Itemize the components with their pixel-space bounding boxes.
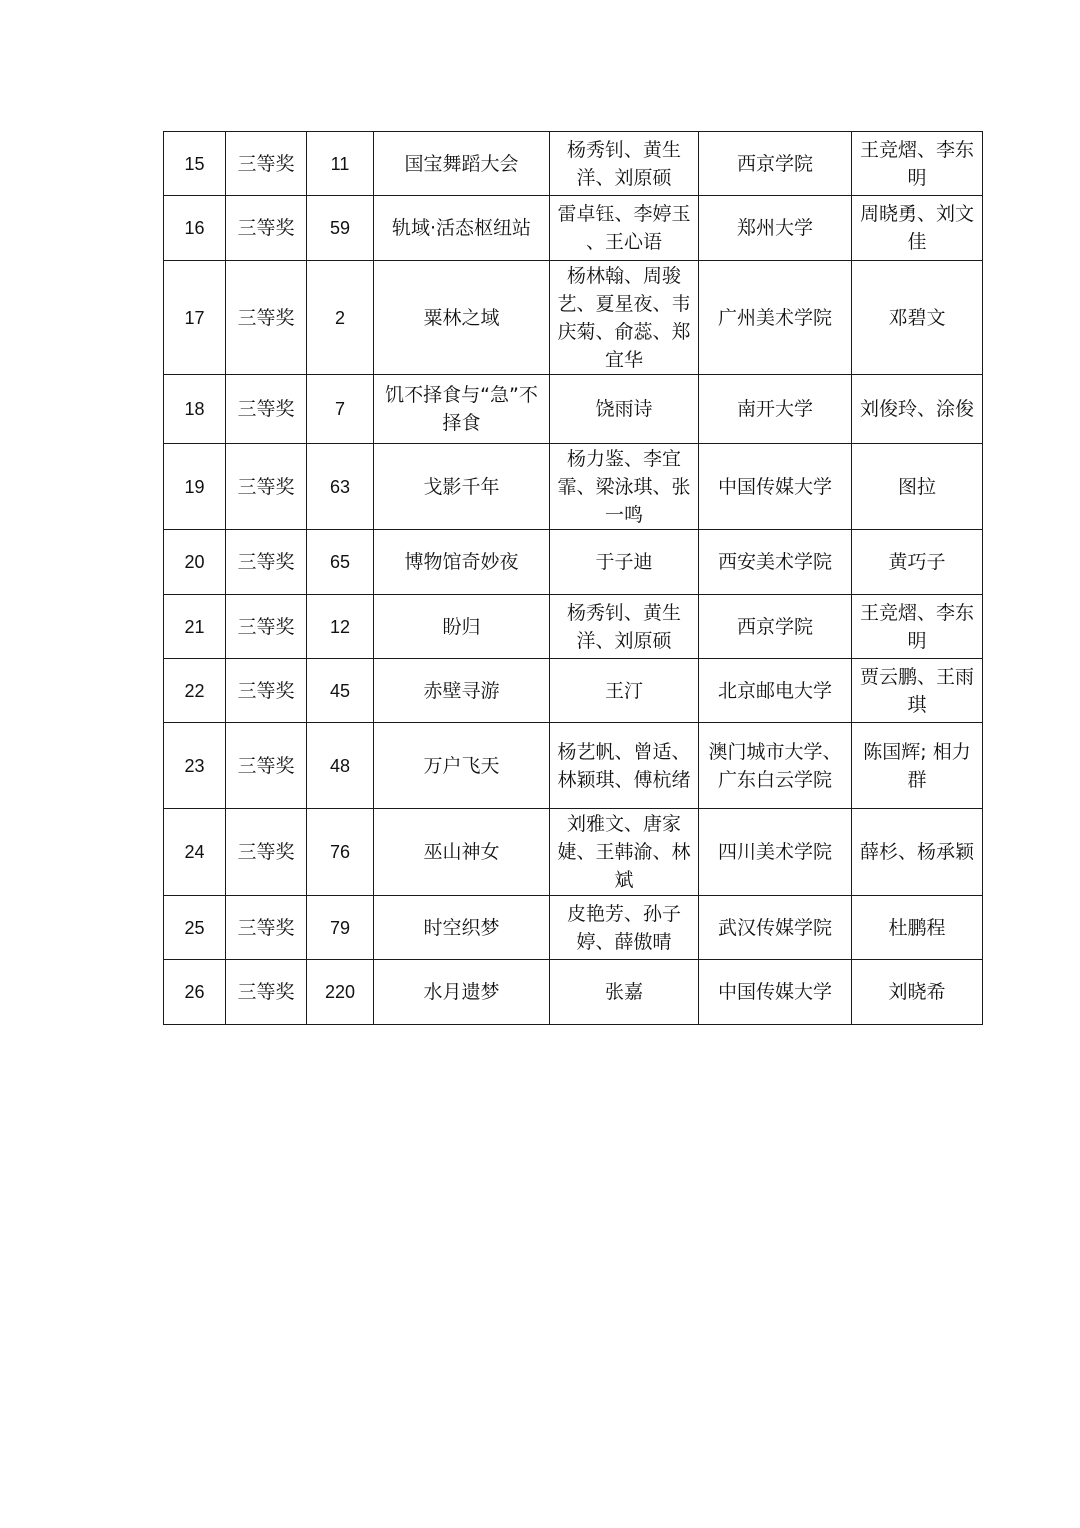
- award-cell: 三等奖: [226, 723, 307, 809]
- table-row: [164, 444, 983, 530]
- entry-id-cell: 11: [307, 132, 374, 196]
- award-cell: 三等奖: [226, 659, 307, 723]
- rank-cell: 17: [164, 261, 226, 375]
- rank-cell: 23: [164, 723, 226, 809]
- title-cell: 轨域·活态枢纽站: [374, 196, 550, 261]
- authors-cell: 杨艺帆、曾适、林颖琪、傅杭绪: [550, 723, 699, 809]
- entry-id-cell: 7: [307, 375, 374, 444]
- rank-cell: 25: [164, 896, 226, 960]
- school-cell: 北京邮电大学: [699, 659, 852, 723]
- table-row: [164, 375, 983, 444]
- table-row: [164, 261, 983, 375]
- entry-id-cell: 79: [307, 896, 374, 960]
- tutor-cell: 贾云鹏、王雨琪: [852, 659, 983, 723]
- title-cell: 饥不择食与“急”不择食: [374, 375, 550, 444]
- title-cell: 巫山神女: [374, 809, 550, 896]
- entry-id-cell: 48: [307, 723, 374, 809]
- tutor-cell: 刘晓希: [852, 960, 983, 1025]
- table-row: [164, 659, 983, 723]
- title-cell: 粟林之域: [374, 261, 550, 375]
- authors-cell: 于子迪: [550, 530, 699, 595]
- entry-id-cell: 220: [307, 960, 374, 1025]
- title-cell: 国宝舞蹈大会: [374, 132, 550, 196]
- table-row: [164, 723, 983, 809]
- table-body: [164, 132, 983, 1025]
- school-cell: 西安美术学院: [699, 530, 852, 595]
- authors-cell: 张嘉: [550, 960, 699, 1025]
- table-row: [164, 896, 983, 960]
- table-row: [164, 809, 983, 896]
- school-cell: 四川美术学院: [699, 809, 852, 896]
- table-row: [164, 530, 983, 595]
- rank-cell: 26: [164, 960, 226, 1025]
- tutor-cell: 刘俊玲、涂俊: [852, 375, 983, 444]
- table-row: [164, 595, 983, 659]
- authors-cell: 饶雨诗: [550, 375, 699, 444]
- tutor-cell: 邓碧文: [852, 261, 983, 375]
- title-cell: 戈影千年: [374, 444, 550, 530]
- table-row: [164, 960, 983, 1025]
- award-cell: 三等奖: [226, 444, 307, 530]
- award-cell: 三等奖: [226, 196, 307, 261]
- tutor-cell: 杜鹏程: [852, 896, 983, 960]
- rank-cell: 20: [164, 530, 226, 595]
- school-cell: 中国传媒大学: [699, 444, 852, 530]
- entry-id-cell: 2: [307, 261, 374, 375]
- award-cell: 三等奖: [226, 132, 307, 196]
- title-cell: 万户飞天: [374, 723, 550, 809]
- tutor-cell: 薛杉、杨承颖: [852, 809, 983, 896]
- awards-table: [163, 131, 983, 1025]
- school-cell: 广州美术学院: [699, 261, 852, 375]
- tutor-cell: 陈国辉; 相力群: [852, 723, 983, 809]
- authors-cell: 杨秀钊、黄生洋、刘原硕: [550, 595, 699, 659]
- tutor-cell: 王竞熠、李东明: [852, 595, 983, 659]
- award-cell: 三等奖: [226, 809, 307, 896]
- title-cell: 水月遗梦: [374, 960, 550, 1025]
- school-cell: 郑州大学: [699, 196, 852, 261]
- entry-id-cell: 12: [307, 595, 374, 659]
- entry-id-cell: 63: [307, 444, 374, 530]
- entry-id-cell: 45: [307, 659, 374, 723]
- authors-cell: 雷卓钰、李婷玉 、王心语: [550, 196, 699, 261]
- tutor-cell: 王竞熠、李东明: [852, 132, 983, 196]
- title-cell: 博物馆奇妙夜: [374, 530, 550, 595]
- rank-cell: 19: [164, 444, 226, 530]
- authors-cell: 皮艳芳、孙子婷、薛傲晴: [550, 896, 699, 960]
- rank-cell: 24: [164, 809, 226, 896]
- tutor-cell: 周晓勇、刘文佳: [852, 196, 983, 261]
- rank-cell: 15: [164, 132, 226, 196]
- entry-id-cell: 59: [307, 196, 374, 261]
- school-cell: 西京学院: [699, 132, 852, 196]
- title-cell: 盼归: [374, 595, 550, 659]
- table-row: [164, 196, 983, 261]
- school-cell: 中国传媒大学: [699, 960, 852, 1025]
- award-cell: 三等奖: [226, 595, 307, 659]
- rank-cell: 18: [164, 375, 226, 444]
- school-cell: 西京学院: [699, 595, 852, 659]
- table-row: [164, 132, 983, 196]
- school-cell: 南开大学: [699, 375, 852, 444]
- rank-cell: 16: [164, 196, 226, 261]
- school-cell: 武汉传媒学院: [699, 896, 852, 960]
- award-cell: 三等奖: [226, 960, 307, 1025]
- authors-cell: 王汀: [550, 659, 699, 723]
- rank-cell: 22: [164, 659, 226, 723]
- title-cell: 时空织梦: [374, 896, 550, 960]
- tutor-cell: 图拉: [852, 444, 983, 530]
- award-cell: 三等奖: [226, 375, 307, 444]
- title-cell: 赤壁寻游: [374, 659, 550, 723]
- award-cell: 三等奖: [226, 261, 307, 375]
- entry-id-cell: 76: [307, 809, 374, 896]
- award-cell: 三等奖: [226, 896, 307, 960]
- authors-cell: 杨林翰、周骏艺、夏星夜、韦庆菊、俞蕊、郑宜华: [550, 261, 699, 375]
- authors-cell: 刘雅文、唐家婕、王韩渝、林斌: [550, 809, 699, 896]
- school-cell: 澳门城市大学、广东白云学院: [699, 723, 852, 809]
- award-cell: 三等奖: [226, 530, 307, 595]
- entry-id-cell: 65: [307, 530, 374, 595]
- authors-cell: 杨力鉴、李宜霏、梁泳琪、张一鸣: [550, 444, 699, 530]
- rank-cell: 21: [164, 595, 226, 659]
- authors-cell: 杨秀钊、黄生洋、刘原硕: [550, 132, 699, 196]
- tutor-cell: 黄巧子: [852, 530, 983, 595]
